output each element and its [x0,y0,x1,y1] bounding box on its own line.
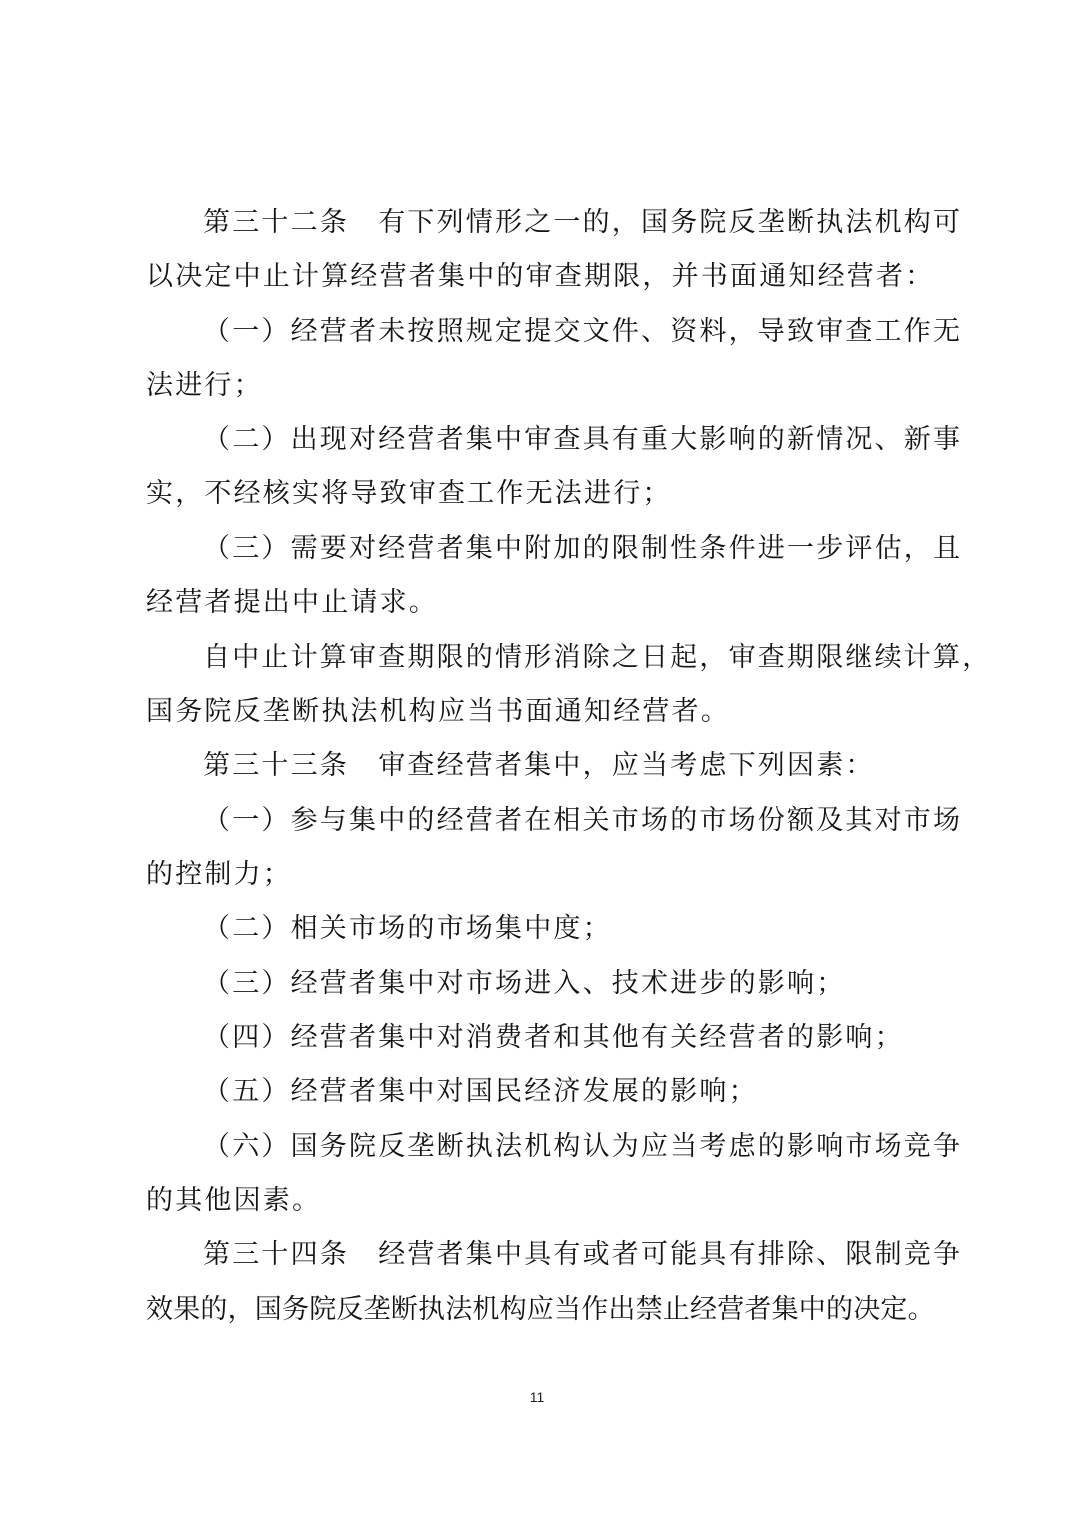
text-line: 法进行； [146,370,263,401]
text-line: 的其他因素。 [146,1185,322,1216]
text-line: （一）经营者未按照规定提交文件、资料，导致审查工作无 [203,316,963,347]
text-line: 以决定中止计算经营者集中的审查期限，并书面通知经营者： [146,261,935,292]
text-line: （三）需要对经营者集中附加的限制性条件进一步评估，且 [203,533,963,564]
text-line: （五）经营者集中对国民经济发展的影响； [203,1076,758,1107]
text-line: 的控制力； [146,859,292,890]
text-line: （三）经营者集中对市场进入、技术进步的影响； [203,968,846,999]
text-line: 国务院反垄断执法机构应当书面通知经营者。 [146,696,730,727]
text-line: 第三十三条 审查经营者集中，应当考虑下列因素： [203,750,875,781]
text-line: 第三十四条 经营者集中具有或者可能具有排除、限制竞争 [203,1239,963,1270]
text-line: 经营者提出中止请求。 [146,587,438,618]
text-line: （一）参与集中的经营者在相关市场的市场份额及其对市场 [203,805,963,836]
text-line: （二）相关市场的市场集中度； [203,913,612,944]
text-line: （四）经营者集中对消费者和其他有关经营者的影响； [203,1022,904,1053]
page-number: 11 [529,1389,545,1405]
text-line: 实，不经核实将导致审查工作无法进行； [146,478,672,509]
text-line: （二）出现对经营者集中审查具有重大影响的新情况、新事 [203,424,963,455]
text-line: （六）国务院反垄断执法机构认为应当考虑的影响市场竞争 [203,1131,963,1162]
text-line: 效果的，国务院反垄断执法机构应当作出禁止经营者集中的决定。 [146,1294,935,1325]
text-line: 第三十二条 有下列情形之一的，国务院反垄断执法机构可 [203,207,963,238]
text-line: 自中止计算审查期限的情形消除之日起，审查期限继续计算， [203,642,992,673]
